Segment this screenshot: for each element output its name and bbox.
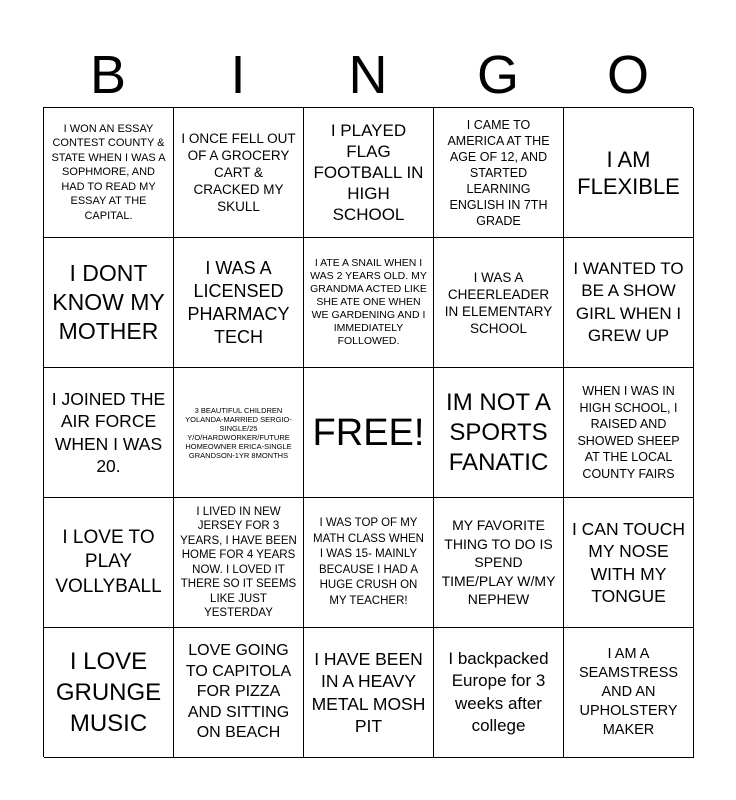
cell-text: I LIVED IN NEW JERSEY FOR 3 YEARS, I HAVE BEEN HOME FOR 4 YEARS NOW. I LOVED IT THERE SO IT SEEMS LIKE JUST YESTERDAY [180, 505, 297, 619]
bingo-cell[interactable] [44, 368, 174, 498]
cell-text: 3 BEAUTIFUL CHILDREN YOLANDA-MARRIED SERGIO-SINGLE/25 Y/O/HARDWORKER/FUTURE HOMEOWNER ERICA-SINGLE GRANDSON-1YR 8MONTHS [185, 405, 292, 460]
bingo-cell[interactable] [44, 108, 174, 238]
bingo-cell[interactable] [174, 238, 304, 368]
cell-text: I LOVE GRUNGE MUSIC [55, 648, 162, 737]
cell-text: IM NOT A SPORTS FANATIC [446, 388, 551, 476]
bingo-header [43, 42, 693, 108]
header-letter-g: G [476, 45, 519, 105]
cell-text: I HAVE BEEN IN A HEAVY METAL MOSH PIT [311, 648, 426, 736]
bingo-cell[interactable] [304, 108, 434, 238]
bingo-cell[interactable] [434, 238, 564, 368]
bingo-cell[interactable] [434, 628, 564, 758]
bingo-cell[interactable] [564, 368, 694, 498]
cell-text: I WANTED TO BE A SHOW GIRL WHEN I GREW UP [573, 258, 684, 345]
free-space: FREE! [312, 411, 425, 454]
cell-text: I backpacked Europe for 3 weeks after college [448, 648, 549, 735]
cell-text: MY FAVORITE THING TO DO IS SPEND TIME/PLAY W/MY NEPHEW [441, 517, 556, 608]
cell-text: I AM A SEAMSTRESS AND AN UPHOLSTERY MAKER [578, 646, 679, 738]
cell-text: I WAS A LICENSED PHARMACY TECH [187, 257, 290, 347]
header-letter-n: N [348, 45, 388, 105]
bingo-board [43, 107, 693, 757]
bingo-cell[interactable] [564, 498, 694, 628]
cell-text: I CAN TOUCH MY NOSE WITH MY TONGUE [571, 518, 686, 606]
bingo-cell[interactable] [44, 498, 174, 628]
cell-text: I PLAYED FLAG FOOTBALL IN HIGH SCHOOL [313, 121, 424, 224]
bingo-cell[interactable] [304, 238, 434, 368]
header-letter-o: O [606, 45, 649, 105]
cell-text: WHEN I WAS IN HIGH SCHOOL, I RAISED AND SHOWED SHEEP AT THE LOCAL COUNTY FAIRS [577, 384, 680, 481]
header-letter-b: B [89, 45, 127, 105]
bingo-cell[interactable] [304, 368, 434, 498]
cell-text: I ONCE FELL OUT OF A GROCERY CART & CRACKED MY SKULL [181, 131, 296, 214]
bingo-cell[interactable] [174, 628, 304, 758]
cell-text: I ATE A SNAIL WHEN I WAS 2 YEARS OLD. MY GRANDMA ACTED LIKE SHE ATE ONE WHEN WE GARDENING AND I IMMEDIATELY FOLLOWED. [310, 257, 427, 347]
cell-text: I DONT KNOW MY MOTHER [52, 260, 165, 344]
bingo-cell[interactable] [564, 628, 694, 758]
cell-text: I WAS TOP OF MY MATH CLASS WHEN I WAS 15- MAINLY BECAUSE I HAD A HUGE CRUSH ON MY TEACHER! [313, 517, 424, 607]
bingo-cell[interactable] [434, 108, 564, 238]
cell-text: I CAME TO AMERICA AT THE AGE OF 12, AND STARTED LEARNING ENGLISH IN 7TH GRADE [447, 117, 550, 228]
cell-text: I JOINED THE AIR FORCE WHEN I WAS 20. [51, 388, 166, 476]
bingo-cell[interactable] [434, 498, 564, 628]
cell-text: I WAS A CHEERLEADER IN ELEMENTARY SCHOOL [444, 269, 553, 336]
bingo-cell[interactable] [174, 108, 304, 238]
cell-text: I WON AN ESSAY CONTEST COUNTY & STATE WHEN I WAS A SOPHMORE, AND HAD TO READ MY ESSAY AT THE CAPITAL. [51, 122, 166, 222]
cell-text: I AM FLEXIBLE [577, 146, 680, 199]
bingo-cell[interactable] [564, 108, 694, 238]
bingo-cell[interactable] [44, 238, 174, 368]
header-letter-i: I [230, 45, 246, 105]
bingo-cell[interactable] [174, 368, 304, 498]
bingo-cell[interactable] [564, 238, 694, 368]
cell-text: LOVE GOING TO CAPITOLA FOR PIZZA AND SITTING ON BEACH [185, 642, 292, 742]
bingo-cell[interactable] [304, 498, 434, 628]
bingo-cell[interactable] [434, 368, 564, 498]
bingo-cell[interactable] [44, 628, 174, 758]
bingo-cell[interactable] [174, 498, 304, 628]
cell-text: I LOVE TO PLAY VOLLYBALL [55, 526, 162, 597]
bingo-cell[interactable] [304, 628, 434, 758]
